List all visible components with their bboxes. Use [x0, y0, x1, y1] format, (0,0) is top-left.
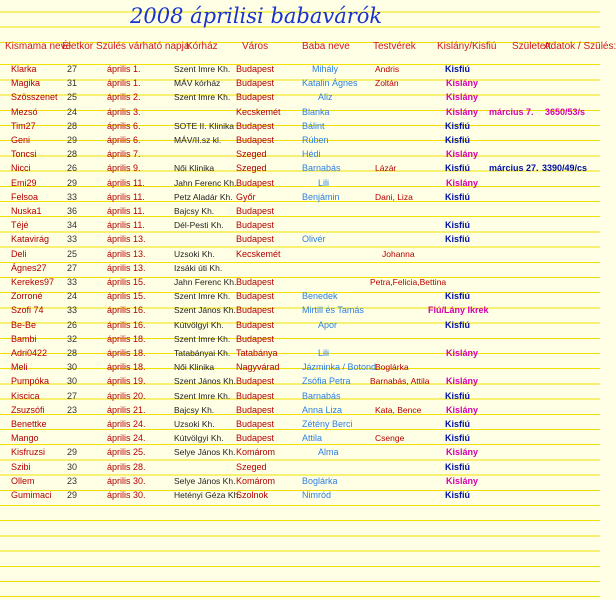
city-cell: Szeged	[236, 163, 267, 174]
hospital-cell: Hetényi Géza Kh.	[174, 490, 241, 500]
city-cell: Budapest	[236, 120, 275, 131]
hospital-cell: Jahn Ferenc Kh.	[174, 277, 237, 287]
age-cell: 26	[67, 163, 78, 174]
hospital-cell: Uzsoki Kh.	[174, 419, 215, 429]
baby-name-cell: Rúben	[302, 135, 329, 145]
baby-name-cell: Zsófia Petra	[302, 376, 351, 387]
age-cell: 33	[67, 234, 78, 245]
city-cell: Budapest	[236, 319, 275, 330]
baby-name-cell: Benedek	[302, 291, 338, 302]
city-cell: Szolnok	[236, 490, 269, 500]
due-date-cell: április 18.	[107, 348, 146, 358]
age-cell: 31	[67, 78, 78, 89]
hospital-cell: Petz Aladár Kh.	[174, 191, 233, 202]
gender-cell: Kisfiú	[445, 191, 471, 202]
hospital-cell: Uzsoki Kh.	[174, 248, 215, 259]
age-cell: 34	[67, 220, 78, 231]
mother-name-cell: Deli	[11, 248, 27, 259]
mother-name-cell: Kerekes97	[11, 277, 55, 287]
mother-name-cell: Mango	[11, 433, 39, 444]
baby-name-cell: Alma	[318, 447, 339, 458]
gender-cell: Kislány	[446, 149, 479, 160]
due-date-cell: április 25.	[107, 447, 146, 458]
mother-name-cell: Szofi 74	[11, 305, 44, 316]
gender-cell: Kislány	[446, 447, 479, 458]
born-date-cell: március 7.	[489, 106, 534, 117]
gender-cell: Kislány	[446, 376, 479, 387]
hospital-cell: Szent Imre Kh.	[174, 390, 231, 401]
hospital-cell: Tatabányai Kh.	[174, 348, 231, 358]
city-cell: Budapest	[236, 92, 275, 103]
siblings-cell: Boglárka	[375, 362, 409, 373]
column-header: Baba neve	[302, 41, 350, 52]
due-date-cell: április 16.	[107, 319, 146, 330]
birth-stats-cell: 3650/53/s	[545, 106, 586, 117]
city-cell: Budapest	[236, 64, 275, 74]
gender-cell: Kislány	[446, 78, 479, 89]
gender-cell: Kisfiú	[445, 163, 471, 174]
gender-cell: Kisfiú	[445, 419, 471, 429]
age-cell: 23	[67, 404, 78, 415]
city-cell: Komárom	[236, 475, 276, 486]
age-cell: 24	[67, 106, 78, 117]
mother-name-cell: Geni	[11, 135, 31, 145]
due-date-cell: április 11.	[107, 191, 145, 202]
city-cell: Kecskemét	[236, 106, 281, 117]
siblings-cell: Kata, Bence	[375, 404, 422, 415]
column-header: Szülés várható napja	[96, 41, 190, 52]
mother-name-cell: Pumpóka	[11, 376, 50, 387]
due-date-cell: április 3.	[107, 106, 141, 117]
column-header: Kislány/Kisfiú	[437, 41, 497, 52]
age-cell: 29	[67, 177, 78, 188]
age-cell: 30	[67, 362, 78, 373]
siblings-cell: Csenge	[375, 433, 405, 444]
city-cell: Budapest	[236, 78, 275, 89]
column-header: Életkor	[62, 41, 94, 52]
hospital-cell: Kútvölgyi Kh.	[174, 319, 224, 330]
city-cell: Budapest	[236, 390, 275, 401]
gender-cell: Kisfiú	[445, 433, 471, 444]
hospital-cell: Dél-Pesti Kh.	[174, 220, 224, 231]
baby-name-cell: Lili	[318, 177, 330, 188]
age-cell: 28	[67, 149, 78, 160]
siblings-cell: Zoltán	[375, 78, 399, 89]
hospital-cell: Bajcsy Kh.	[174, 404, 215, 415]
mother-name-cell: Benettke	[11, 419, 47, 429]
age-cell: 27	[67, 262, 78, 273]
city-cell: Budapest	[236, 220, 275, 231]
city-cell: Győr	[236, 191, 256, 202]
mother-name-cell: Emi29	[11, 177, 37, 188]
gender-cell: Kisfiú	[445, 220, 471, 231]
mother-name-cell: Meli	[11, 362, 28, 373]
due-date-cell: április 11.	[107, 177, 145, 188]
mother-name-cell: Nicci	[11, 163, 31, 174]
due-date-cell: április 20.	[107, 390, 146, 401]
city-cell: Szeged	[236, 149, 267, 160]
mother-name-cell: Bambi	[11, 333, 37, 344]
city-cell: Budapest	[236, 206, 275, 216]
baby-name-cell: Attila	[302, 433, 323, 444]
gender-cell: Kisfiú	[445, 490, 471, 500]
hospital-cell: Szent Imre Kh.	[174, 291, 231, 302]
city-cell: Budapest	[236, 135, 275, 145]
age-cell: 28	[67, 120, 78, 131]
due-date-cell: április 18.	[107, 362, 146, 373]
siblings-cell: Lázár	[375, 163, 397, 174]
baby-name-cell: Lili	[318, 348, 330, 358]
hospital-cell: Női Klinika	[174, 362, 215, 373]
city-cell: Szeged	[236, 461, 267, 472]
city-cell: Budapest	[236, 234, 275, 245]
city-cell: Budapest	[236, 277, 275, 287]
age-cell: 29	[67, 490, 78, 500]
age-cell: 26	[67, 319, 78, 330]
baby-name-cell: Katalin Ágnes	[302, 78, 358, 89]
baby-name-cell: Barnabás	[302, 163, 341, 174]
column-header: Adatok / Szülés:	[544, 41, 616, 52]
city-cell: Komárom	[236, 447, 276, 458]
gender-cell: Kisfiú	[445, 135, 471, 145]
siblings-cell: Petra,Felicia,Bettina	[370, 277, 447, 287]
gender-cell: Kisfiú	[445, 234, 471, 245]
age-cell: 33	[67, 277, 78, 287]
baby-name-cell: Olivér	[302, 234, 326, 245]
baby-name-cell: Anna Liza	[302, 404, 343, 415]
due-date-cell: április 30.	[107, 475, 146, 486]
mother-name-cell: Ollem	[11, 475, 35, 486]
baby-name-cell: Mirtill és Tamás	[302, 305, 364, 316]
baby-name-cell: Benjámin	[302, 191, 340, 202]
hospital-cell: MÁV kórház	[174, 78, 221, 89]
city-cell: Budapest	[236, 333, 275, 344]
due-date-cell: április 13.	[107, 234, 146, 245]
due-date-cell: április 9.	[107, 163, 141, 174]
due-date-cell: április 28.	[107, 461, 146, 472]
column-header: Született:	[512, 41, 554, 52]
age-cell: 33	[67, 191, 78, 202]
gender-cell: Kisfiú	[445, 319, 471, 330]
baby-name-cell: Mihály	[312, 64, 339, 74]
due-date-cell: április 11.	[107, 206, 145, 216]
hospital-cell: MÁV/II.sz kl.	[174, 135, 222, 145]
city-cell: Kecskemét	[236, 248, 281, 259]
gender-cell: Kislány	[446, 106, 479, 117]
born-date-cell: március 27.	[489, 163, 539, 174]
hospital-cell: Selye János Kh.	[174, 447, 236, 458]
mother-name-cell: Nuska1	[11, 206, 42, 216]
age-cell: 29	[67, 447, 78, 458]
column-header: Város	[242, 41, 269, 52]
hospital-cell: Jahn Ferenc Kh.	[174, 177, 237, 188]
mother-name-cell: Klarka	[11, 64, 37, 74]
city-cell: Budapest	[236, 291, 275, 302]
age-cell: 36	[67, 206, 78, 216]
mother-name-cell: Adri0422	[11, 348, 48, 358]
due-date-cell: április 2.	[107, 92, 141, 103]
due-date-cell: április 21.	[107, 404, 146, 415]
city-cell: Budapest	[236, 404, 275, 415]
gender-cell: Kislány	[446, 404, 479, 415]
city-cell: Budapest	[236, 376, 275, 387]
baby-name-cell: Aliz	[318, 92, 333, 103]
due-date-cell: április 1.	[107, 78, 141, 89]
due-date-cell: április 15.	[107, 291, 146, 302]
siblings-cell: Barnabás, Attila	[370, 376, 430, 387]
gender-cell: Kisfiú	[445, 291, 471, 302]
gender-cell: Kislány	[446, 92, 479, 103]
hospital-cell: Selye János Kh.	[174, 475, 236, 486]
mother-name-cell: Kisfruzsi	[11, 447, 46, 458]
hospital-cell: Szent János Kh.	[174, 376, 236, 387]
hospital-cell: Női Klinika	[174, 163, 215, 174]
baby-name-cell: Hédi	[302, 149, 321, 160]
birth-stats-cell: 3390/49/cs	[542, 163, 588, 174]
due-date-cell: április 1.	[107, 64, 141, 74]
baby-name-cell: Barnabás	[302, 390, 341, 401]
city-cell: Nagyvárad	[236, 362, 280, 373]
age-cell: 30	[67, 376, 78, 387]
mother-name-cell: Katavirág	[11, 234, 50, 245]
column-header: Testvérek	[373, 41, 416, 52]
age-cell: 23	[67, 475, 78, 486]
age-cell: 25	[67, 248, 78, 259]
hospital-cell: Bajcsy Kh.	[174, 206, 215, 216]
age-cell: 28	[67, 348, 78, 358]
age-cell: 25	[67, 92, 78, 103]
mother-name-cell: Zorroné	[11, 291, 43, 302]
due-date-cell: április 13.	[107, 262, 146, 273]
city-cell: Budapest	[236, 433, 275, 444]
mother-name-cell: Zsuzsófi	[11, 404, 45, 415]
age-cell: 30	[67, 461, 78, 472]
gender-cell: Kislány	[446, 475, 479, 486]
baby-name-cell: Blanka	[302, 106, 330, 117]
baby-name-cell: Zétény Berci	[302, 419, 353, 429]
age-cell: 24	[67, 291, 78, 302]
due-date-cell: április 24.	[107, 433, 146, 444]
mother-name-cell: Kiscica	[11, 390, 40, 401]
due-date-cell: április 11.	[107, 220, 145, 231]
baby-name-cell: Nimród	[302, 490, 332, 500]
hospital-cell: Szent János Kh.	[174, 305, 236, 316]
age-cell: 29	[67, 135, 78, 145]
due-date-cell: április 18.	[107, 333, 146, 344]
hospital-cell: Szent Imre Kh.	[174, 92, 231, 103]
gender-cell: Kisfiú	[445, 461, 471, 472]
mother-name-cell: Ágnes27	[11, 262, 47, 273]
hospital-cell: SOTE II. Klinika	[174, 120, 234, 131]
mother-name-cell: Magika	[11, 78, 41, 89]
column-header: Kórház	[186, 41, 218, 52]
gender-cell: Kislány	[446, 177, 479, 188]
city-cell: Budapest	[236, 419, 275, 429]
mother-name-cell: Be-Be	[11, 319, 37, 330]
siblings-cell: Dani, Liza	[375, 191, 413, 202]
due-date-cell: április 24.	[107, 419, 146, 429]
mother-name-cell: Szibi	[11, 461, 31, 472]
due-date-cell: április 13.	[107, 248, 146, 259]
city-cell: Tatabánya	[236, 348, 278, 358]
column-header: Kismama neve	[5, 41, 72, 52]
due-date-cell: április 6.	[107, 135, 141, 145]
due-date-cell: április 7.	[107, 149, 141, 160]
hospital-cell: Szent Imre Kh.	[174, 333, 231, 344]
city-cell: Budapest	[236, 177, 275, 188]
hospital-cell: Izsáki úti Kh.	[174, 262, 223, 273]
mother-name-cell: Téjé	[11, 220, 29, 231]
age-cell: 32	[67, 333, 78, 344]
mother-name-cell: Felsoa	[11, 191, 39, 202]
baby-name-cell: Boglárka	[302, 475, 338, 486]
gender-cell: Fiú/Lány Ikrek	[428, 305, 489, 316]
due-date-cell: április 30.	[107, 490, 146, 500]
page-title: 2008 áprilisi babavárók	[130, 4, 383, 28]
age-cell: 27	[67, 390, 78, 401]
hospital-cell: Szent Imre Kh.	[174, 64, 231, 74]
siblings-cell: Johanna	[382, 248, 415, 259]
gender-cell: Kisfiú	[445, 390, 471, 401]
mother-name-cell: Toncsi	[11, 149, 37, 160]
mother-name-cell: Szösszenet	[11, 92, 58, 103]
mother-name-cell: Mezsó	[11, 106, 38, 117]
age-cell: 33	[67, 305, 78, 316]
age-cell: 27	[67, 64, 78, 74]
baby-name-cell: Bálint	[302, 120, 325, 131]
due-date-cell: április 19.	[107, 376, 146, 387]
mother-name-cell: Gumimaci	[11, 490, 52, 500]
due-date-cell: április 16.	[107, 305, 146, 316]
due-date-cell: április 6.	[107, 120, 141, 131]
hospital-cell: Kútvölgyi Kh.	[174, 433, 224, 444]
baby-name-cell: Apor	[318, 319, 338, 330]
gender-cell: Kislány	[446, 348, 479, 358]
gender-cell: Kisfiú	[445, 64, 471, 74]
city-cell: Budapest	[236, 305, 275, 316]
mother-name-cell: Tim27	[11, 120, 36, 131]
due-date-cell: április 15.	[107, 277, 146, 287]
siblings-cell: Andris	[375, 64, 400, 74]
gender-cell: Kisfiú	[445, 120, 471, 131]
baby-name-cell: Jázminka / Botond	[302, 362, 377, 373]
